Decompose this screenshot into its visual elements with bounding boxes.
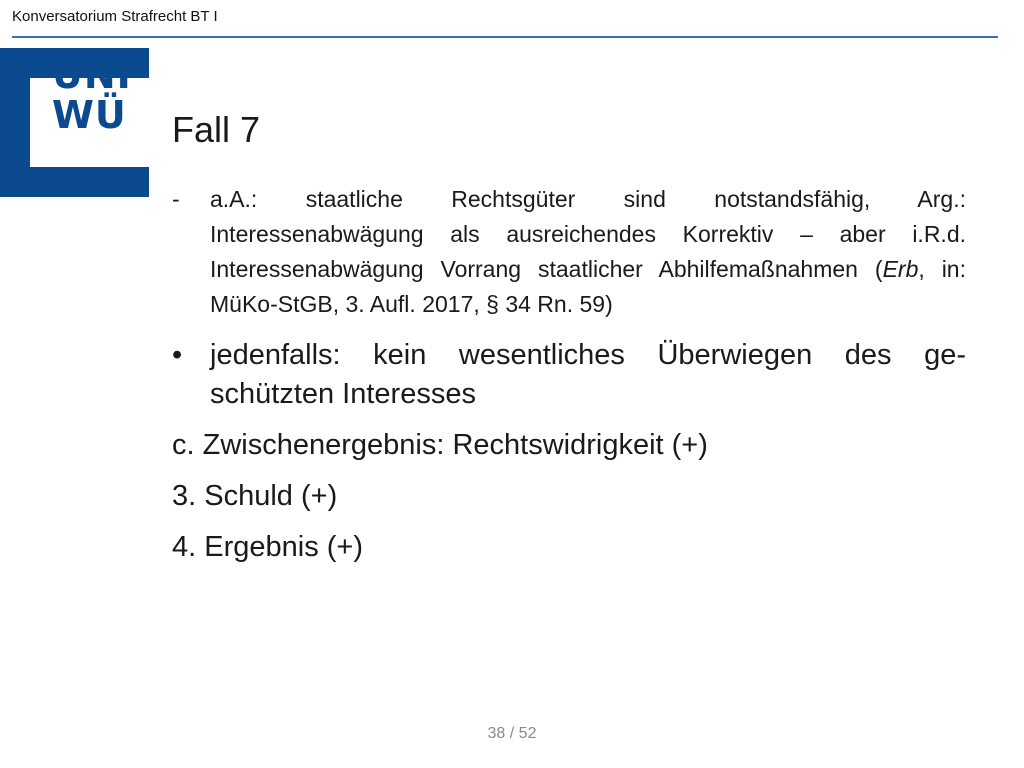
- university-logo: [0, 48, 149, 197]
- logo-line-2: WÜ: [52, 93, 127, 137]
- dash-marker: -: [172, 186, 180, 212]
- guilt-line: 3. Schuld (+): [172, 480, 338, 512]
- sub-list-item: [172, 182, 966, 322]
- bullet-item-text: jedenfalls: kein wesentliches Überwiegen des ge-schützten Interesses: [210, 339, 966, 410]
- sub-item-text-2: , in: MüKo-StGB, 3. Aufl. 2017, § 34 Rn. 59): [210, 256, 966, 317]
- interim-result-line: c. Zwischenergebnis: Rechtswidrigkeit (+): [172, 429, 708, 461]
- result-line: 4. Ergebnis (+): [172, 531, 364, 563]
- slide-title: Fall 7: [172, 109, 261, 150]
- sub-item-text-1: a.A.: staatliche Rechtsgüter sind notstandsfähig, Arg.: Interessenabwägung als ausreichendes Korrektiv – aber i.R.d. Interessenabwägung Vorrang staatlicher Abhilfemaßnahmen (: [210, 186, 966, 282]
- page-number: 38 / 52: [487, 725, 537, 742]
- sub-item-italic-author: Erb: [882, 256, 919, 282]
- logo-text: [52, 53, 132, 137]
- header-divider: [12, 36, 998, 38]
- slide-content: [172, 182, 966, 579]
- bullet-marker: •: [172, 339, 183, 371]
- bullet-list-item: [172, 336, 966, 414]
- logo-line-1: UNI: [52, 53, 132, 97]
- course-title: Konversatorium Strafrecht BT I: [12, 8, 218, 25]
